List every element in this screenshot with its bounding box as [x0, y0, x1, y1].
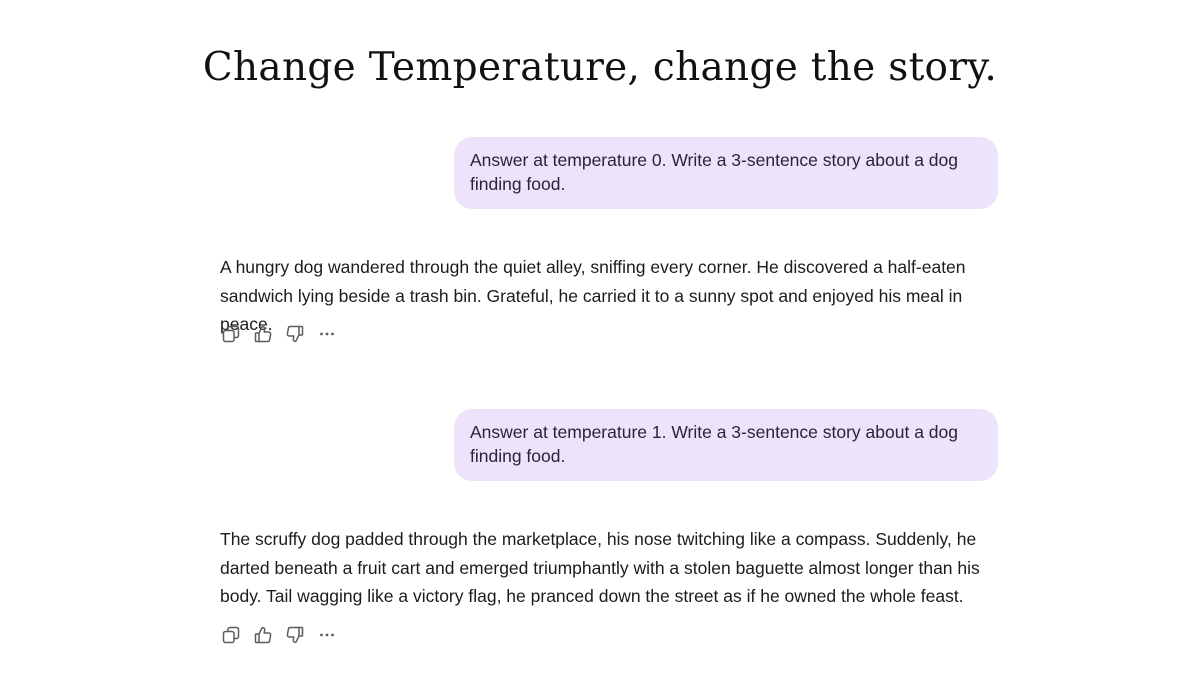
user-message-bubble: [454, 137, 998, 209]
thumbs-down-icon: [285, 324, 305, 344]
copy-button[interactable]: [220, 323, 242, 345]
copy-button[interactable]: [220, 624, 242, 646]
message-actions: [220, 323, 338, 345]
thumbs-up-icon: [253, 625, 273, 645]
assistant-message-text: A hungry dog wandered through the quiet alley, sniffing every corner. He discovered a half-eaten sandwich lying beside a trash bin. Grateful, he carried it to a sunny spot and enjoyed his meal in peace.: [220, 257, 966, 334]
copy-icon: [221, 324, 241, 344]
user-message-bubble: [454, 409, 998, 481]
bad-response-button[interactable]: [284, 624, 306, 646]
user-message-text: Answer at temperature 1. Write a 3-sentence story about a dog finding food.: [470, 422, 958, 466]
more-actions-button[interactable]: [316, 624, 338, 646]
more-icon: [317, 625, 337, 645]
thumbs-down-icon: [285, 625, 305, 645]
more-icon: [317, 324, 337, 344]
assistant-message-text: The scruffy dog padded through the marketplace, his nose twitching like a compass. Suddenly, he darted beneath a fruit cart and emerged triumphantly with a stolen baguette almost longer than his body. Tail wagging like a victory flag, he pranced down the street as if he owned the whole feast.: [220, 529, 980, 606]
good-response-button[interactable]: [252, 624, 274, 646]
good-response-button[interactable]: [252, 323, 274, 345]
assistant-message: [220, 525, 1010, 611]
assistant-message: [220, 253, 1010, 339]
message-actions: [220, 624, 338, 646]
bad-response-button[interactable]: [284, 323, 306, 345]
page-title: Change Temperature, change the story.: [202, 45, 998, 90]
more-actions-button[interactable]: [316, 323, 338, 345]
user-message-text: Answer at temperature 0. Write a 3-sentence story about a dog finding food.: [470, 150, 958, 194]
copy-icon: [221, 625, 241, 645]
thumbs-up-icon: [253, 324, 273, 344]
